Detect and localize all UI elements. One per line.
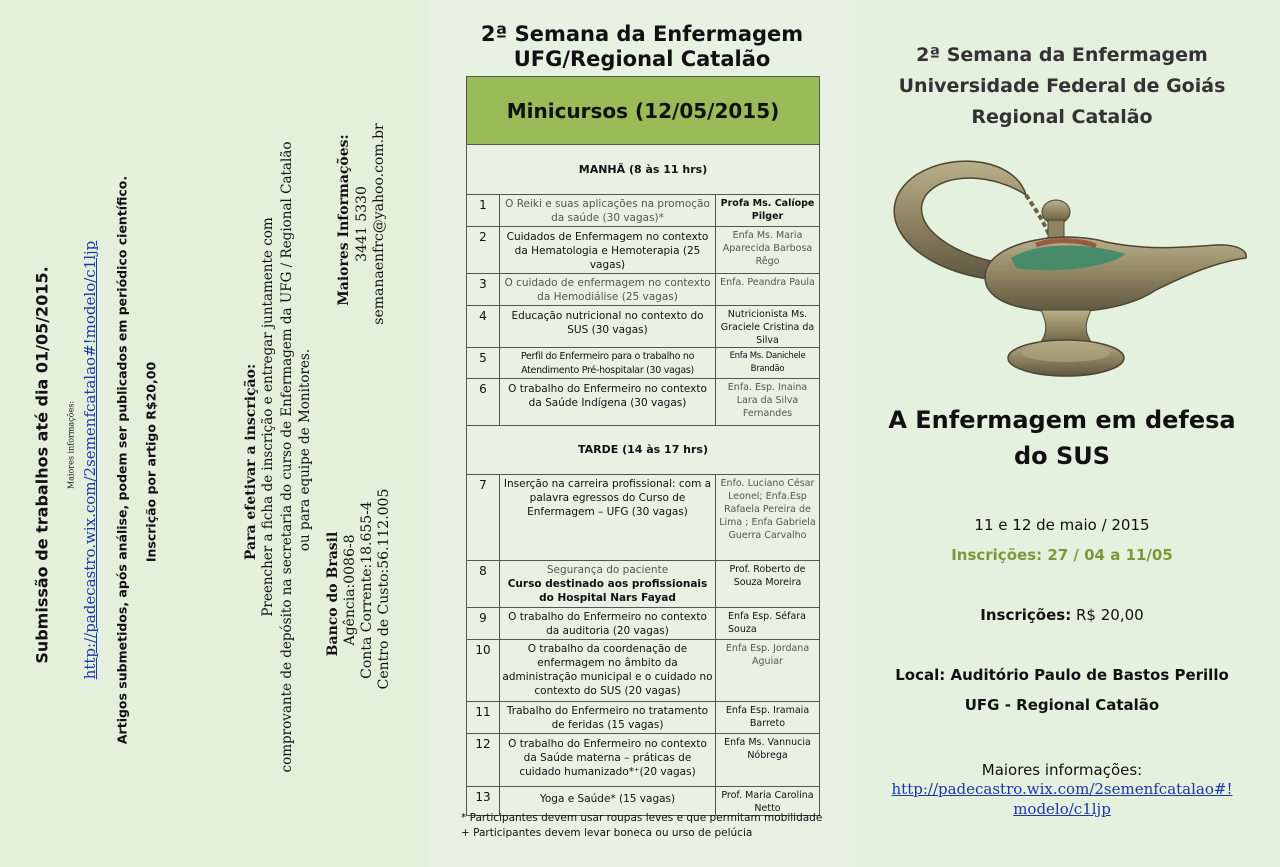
course-number: 11	[467, 702, 500, 733]
footnote-doll: + Participantes devem levar boneca ou urso de pelúcia	[461, 827, 753, 839]
course-number: 3	[467, 274, 500, 305]
theme-line1: A Enfermagem em defesa	[888, 406, 1236, 434]
course-speaker: Prof. Maria Carolina Netto	[721, 790, 814, 814]
course-number: 2	[467, 227, 500, 273]
bank-agency: Agência:0086-8	[342, 534, 358, 646]
location-line1: Local: Auditório Paulo de Bastos Perillo	[895, 666, 1229, 684]
course-number: 6	[467, 379, 500, 425]
course-title: O Reiki e suas aplicações na promoção da saúde (30 vagas)*	[500, 195, 716, 226]
course-speaker: Enfa Esp. Jordana Aguiar	[725, 643, 810, 667]
course-speaker: Enfo. Luciano César Leonel; Enfa.Esp Rafaela Pereira de Lima ; Enfa Gabriela Guerra Carvalho	[719, 478, 816, 541]
course-speaker: Enfa Ms. Vannucia Nóbrega	[724, 737, 811, 761]
minicursos-header: Minicursos (12/05/2015)	[467, 77, 819, 145]
table-row	[467, 561, 819, 608]
course-number: 10	[467, 640, 500, 701]
course-title: Inserção na carreira profissional: com a palavra egressos do Curso de Enfermagem – UFG (30 vagas)	[500, 475, 716, 560]
course-speaker: Enfa. Esp. Inaina Lara da Silva Fernandes	[727, 382, 808, 419]
course-title-main: Segurança do paciente	[546, 564, 669, 576]
bank-name: Banco do Brasil	[325, 531, 341, 657]
schedule-title-line2: UFG/Regional Catalão	[513, 47, 771, 71]
course-title: O trabalho do Enfermeiro no contexto da auditoria (20 vagas)	[500, 608, 716, 639]
event-dates: 11 e 12 de maio / 2015	[974, 516, 1150, 534]
minicourses-table	[466, 76, 820, 816]
table-row	[467, 348, 819, 379]
bank-account: Conta Corrente:18.655-4	[359, 501, 375, 679]
footnote-clothing: * Participantes devem usar roupas leves e que permitam mobilidade	[461, 812, 823, 824]
course-speaker: Enfa. Peandra Paula	[720, 277, 815, 288]
oil-lamp-icon	[876, 150, 1252, 390]
registration-line2: comprovante de depósito na secretaria do curso de Enfermagem da UFG / Regional Catalão	[279, 141, 295, 773]
registration-title: Para efetivar a inscrição:	[243, 363, 259, 561]
course-speaker: Enfa Ms. Maria Aparecida Barbosa Rêgo	[722, 230, 813, 267]
course-speaker: Nutricionista Ms. Graciele Cristina da Silva	[720, 309, 815, 346]
submission-deadline: Submissão de trabalhos até dia 01/05/2015.	[32, 266, 52, 664]
course-title: Perfil do Enfermeiro para o trabalho no Atendimento Pré-hospitalar (30 vagas)	[500, 348, 716, 378]
course-number: 4	[467, 306, 500, 347]
submission-link[interactable]: http://padecastro.wix.com/2semenfcatalao#!modelo/c1ljp	[81, 240, 99, 680]
theme-line2: do SUS	[1013, 442, 1111, 470]
table-row	[467, 608, 819, 640]
course-title-note: Curso destinado aos profissionais do Hospital Nars Fayad	[507, 578, 708, 604]
table-row	[467, 475, 819, 561]
registration-line3: ou para equipe de Monitores.	[297, 348, 313, 552]
afternoon-session-label: TARDE (14 às 17 hrs)	[467, 426, 819, 475]
table-row	[467, 274, 819, 306]
event-title-line1: 2ª Semana da Enfermagem	[916, 44, 1208, 66]
article-fee: Inscrição por artigo R$20,00	[143, 361, 159, 563]
info-link-line2[interactable]: modelo/c1ljp	[1013, 800, 1111, 818]
contact-email[interactable]: semanaenfrc@yahoo.com.br	[371, 123, 387, 325]
fee-label: Inscrições:	[980, 606, 1072, 624]
course-speaker: Enfa Esp. Séfara Souza	[728, 611, 806, 635]
course-title: Trabalho do Enfermeiro no tratamento de feridas (15 vagas)	[500, 702, 716, 733]
schedule-title-line1: 2ª Semana da Enfermagem	[480, 22, 804, 46]
course-number: 12	[467, 734, 500, 786]
left-panel	[0, 0, 429, 867]
contact-title: Maiores Informações:	[336, 134, 352, 306]
table-row	[467, 195, 819, 227]
registration-period: Inscrições: 27 / 04 a 11/05	[951, 546, 1173, 564]
registration-line1: Preencher a ficha de inscrição e entregar juntamente com	[260, 217, 276, 617]
course-number: 1	[467, 195, 500, 226]
table-row	[467, 227, 819, 274]
more-info-label: Maiores informações:	[981, 761, 1143, 779]
course-title	[500, 561, 716, 607]
course-number: 13	[467, 787, 500, 815]
event-title-line2: Universidade Federal de Goiás	[898, 75, 1226, 97]
course-title: O cuidado de enfermagem no contexto da Hemodiálise (25 vagas)	[500, 274, 716, 305]
course-number: 8	[467, 561, 500, 607]
table-row	[467, 734, 819, 787]
table-row	[467, 379, 819, 426]
table-row	[467, 306, 819, 348]
registration-fee	[856, 606, 1268, 624]
info-link-line1[interactable]: http://padecastro.wix.com/2semenfcatalao#!	[891, 780, 1233, 798]
fee-value: R$ 20,00	[1076, 606, 1144, 624]
course-number: 9	[467, 608, 500, 639]
course-title: Educação nutricional no contexto do SUS (30 vagas)	[500, 306, 716, 347]
course-title: Cuidados de Enfermagem no contexto da Hematologia e Hemoterapia (25 vagas)	[500, 227, 716, 273]
course-speaker: Prof. Roberto de Souza Moreira	[729, 564, 806, 588]
table-row	[467, 640, 819, 702]
course-number: 5	[467, 348, 500, 378]
bank-cost-center: Centro de Custo:56.112.005	[376, 488, 392, 690]
more-info-small: Maiores informações:	[66, 400, 76, 490]
morning-session-label: MANHÃ (8 às 11 hrs)	[467, 145, 819, 195]
course-title: Yoga e Saúde* (15 vagas)	[500, 787, 716, 815]
course-speaker: Enfa Esp. Iramaia Barreto	[725, 705, 810, 729]
course-speaker: Enfa Ms. Danichele Brandão	[729, 351, 806, 374]
course-title: O trabalho do Enfermeiro no contexto da Saúde Indígena (30 vagas)	[500, 379, 716, 425]
articles-note: Artigos submetidos, após análise, podem ser publicados em periódico científico.	[114, 175, 130, 745]
course-speaker: Profa Ms. Calíope Pilger	[720, 198, 815, 222]
table-row	[467, 787, 819, 815]
event-title-line3: Regional Catalão	[971, 106, 1153, 128]
course-title: O trabalho do Enfermeiro no contexto da Saúde materna – práticas de cuidado humanizado*⁺(20 vagas)	[500, 734, 716, 786]
course-number: 7	[467, 475, 500, 560]
location-line2: UFG - Regional Catalão	[964, 696, 1160, 714]
course-title: O trabalho da coordenação de enfermagem no âmbito da administração municipal e o cuidado no contexto do SUS (20 vagas)	[500, 640, 716, 701]
contact-phone: 3441 5330	[354, 186, 370, 262]
table-row	[467, 702, 819, 734]
